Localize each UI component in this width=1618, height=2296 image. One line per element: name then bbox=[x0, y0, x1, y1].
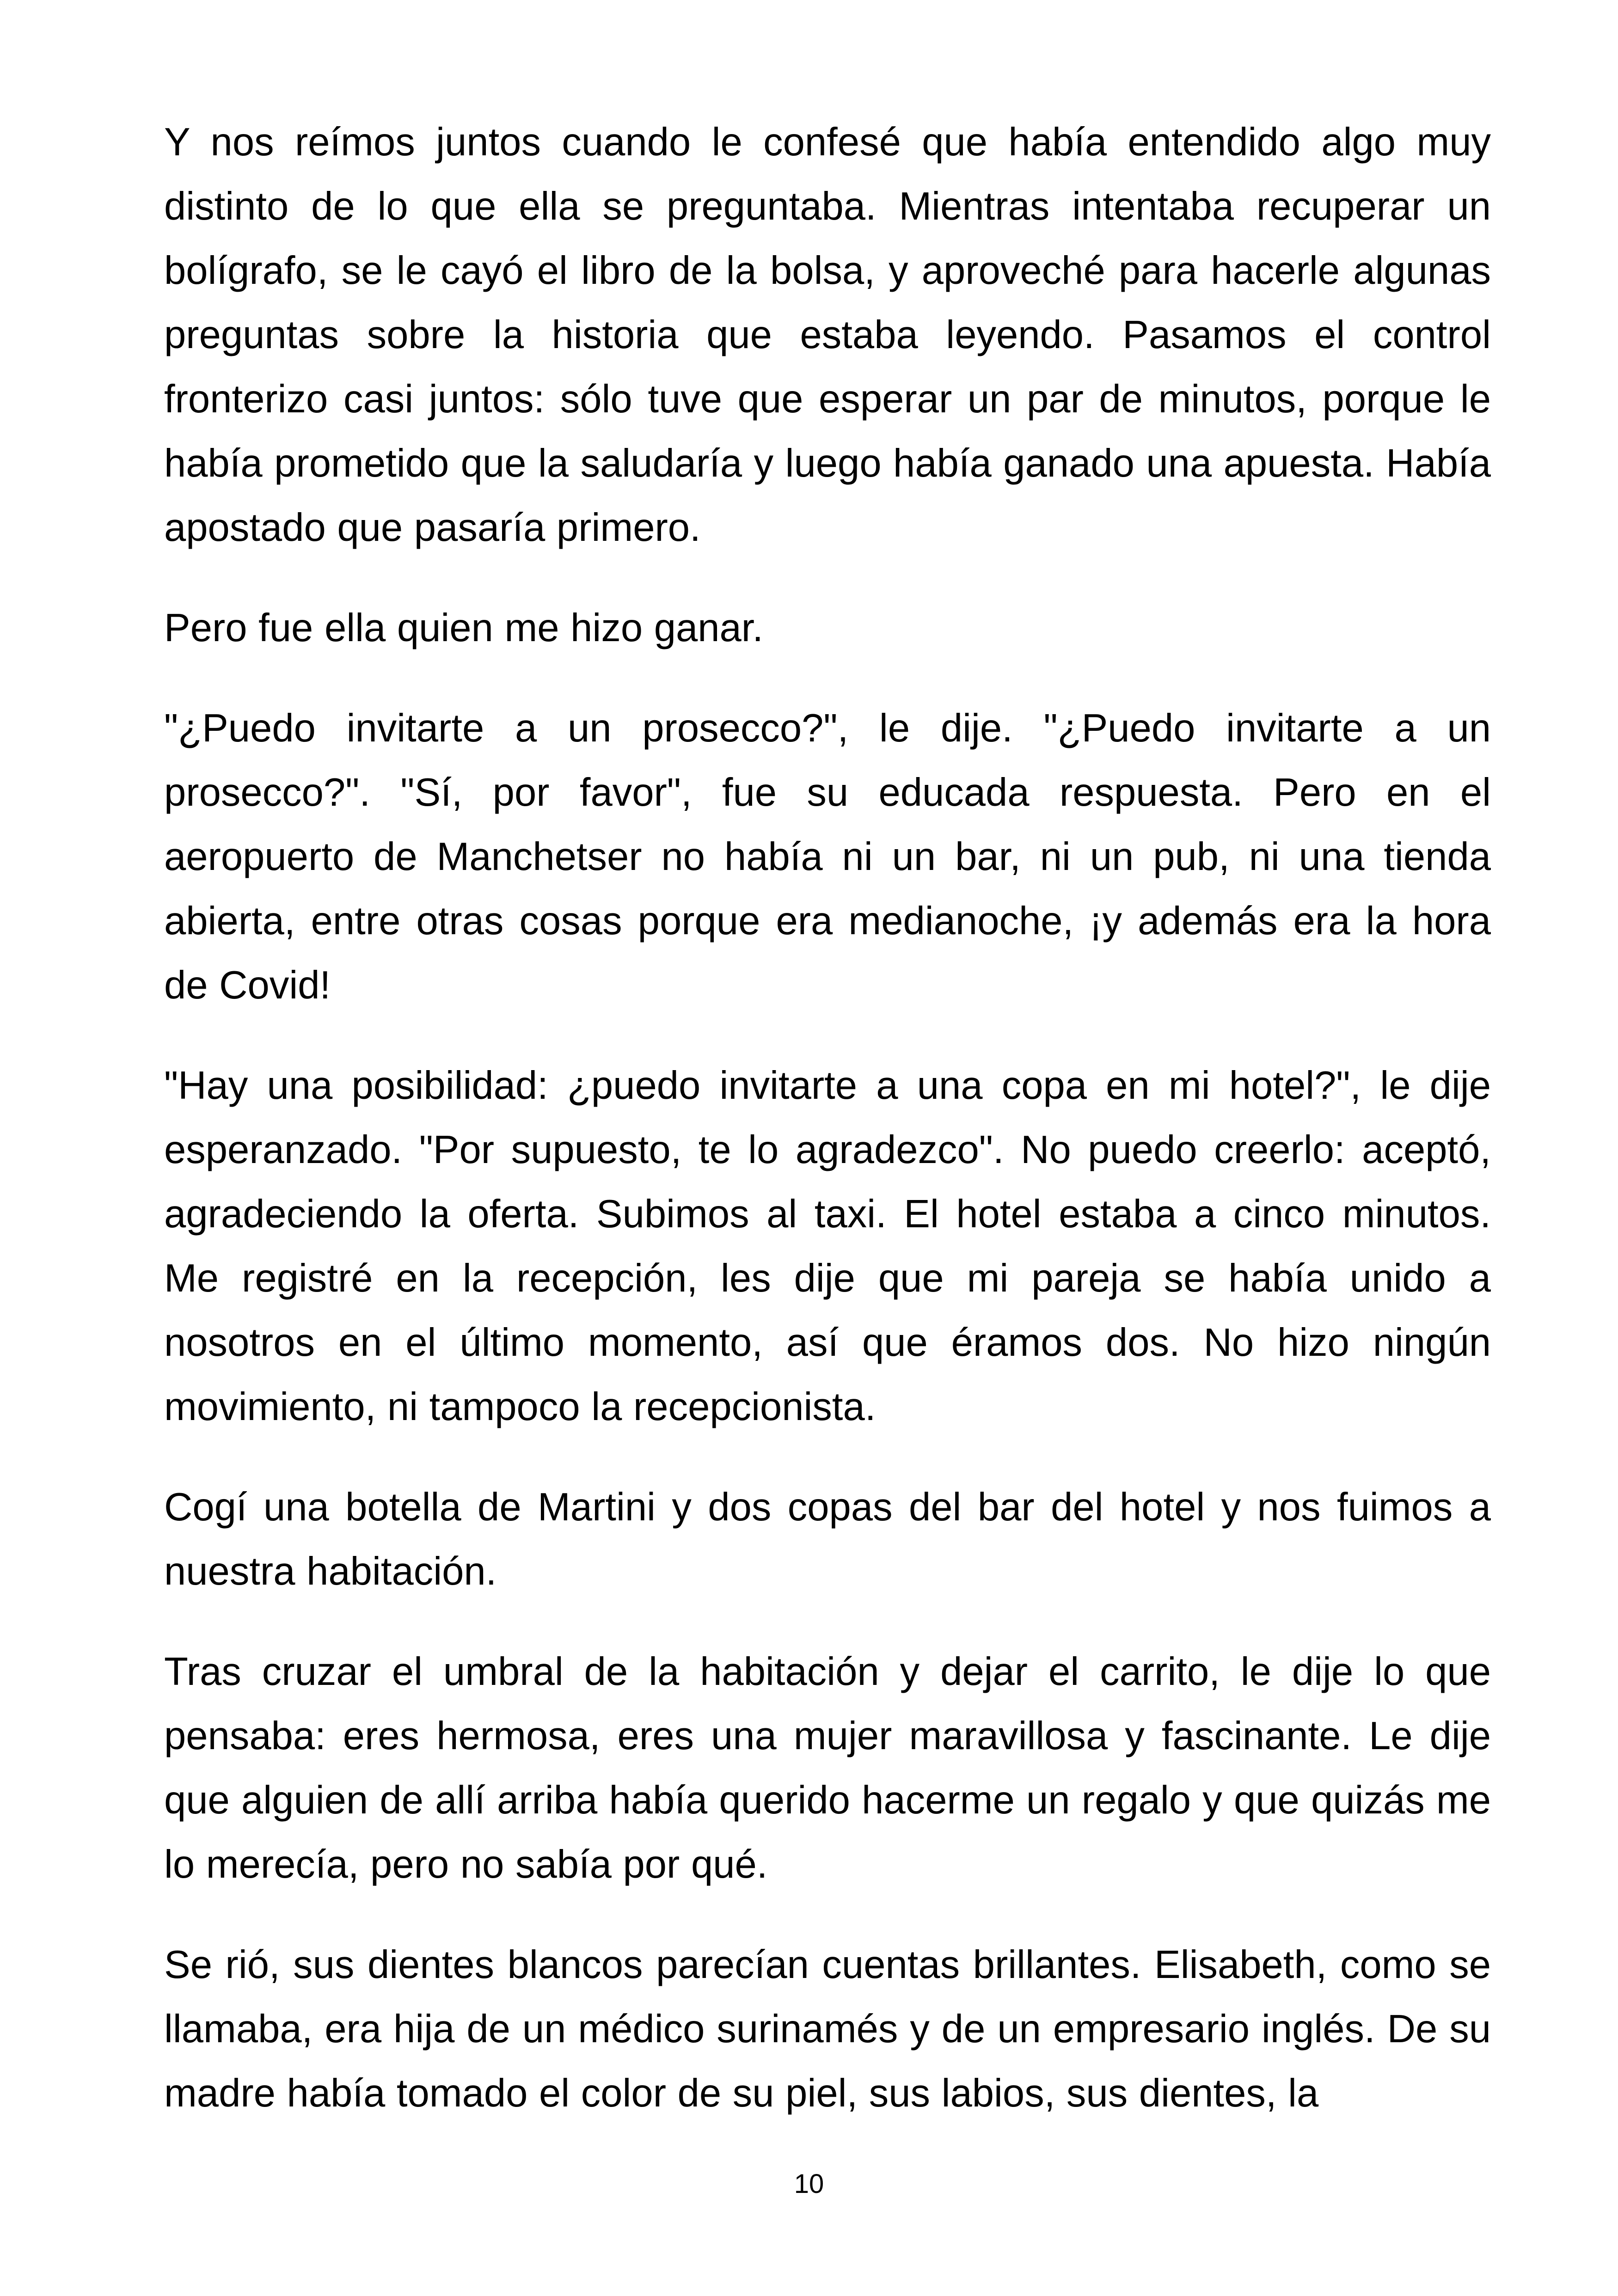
page-number: 10 bbox=[794, 2169, 824, 2199]
paragraph-7: Se rió, sus dientes blancos parecían cuentas brillantes. Elisabeth, como se llamaba, era hija de un médico surinamés y de un empresario inglés. De su madre había tomado el color de su piel, sus labios, sus dientes, la bbox=[164, 1943, 1491, 2115]
paragraph-2: Pero fue ella quien me hizo ganar. bbox=[164, 606, 764, 650]
paragraph-6: Tras cruzar el umbral de la habitación y dejar el carrito, le dije lo que pensaba: eres hermosa, eres una mujer maravillosa y fascinante. Le dije que alguien de allí arriba había querido hacerme un regalo y que quizás me lo merecía, pero no sabía por qué. bbox=[164, 1650, 1491, 1886]
paragraph-1: Y nos reímos juntos cuando le confesé que había entendido algo muy distinto de lo que ella se preguntaba. Mientras intentaba recuperar un bolígrafo, se le cayó el libro de la bolsa, y aproveché para hacerle algunas preguntas sobre la historia que estaba leyendo. Pasamos el control fronterizo casi juntos: sólo tuve que esperar un par de minutos, porque le había prometido que la saludaría y luego había ganado una apuesta. Había apostado que pasaría primero. bbox=[164, 120, 1491, 550]
paragraph-5: Cogí una botella de Martini y dos copas del bar del hotel y nos fuimos a nuestra habitación. bbox=[164, 1485, 1491, 1593]
body-text bbox=[164, 110, 1491, 2125]
paragraph-4: "Hay una posibilidad: ¿puedo invitarte a una copa en mi hotel?", le dije esperanzado. "Por supuesto, te lo agradezco". No puedo creerlo: aceptó, agradeciendo la oferta. Subimos al taxi. El hotel estaba a cinco minutos. Me registré en la recepción, les dije que mi pareja se había unido a nosotros en el último momento, así que éramos dos. No hizo ningún movimiento, ni tampoco la recepcionista. bbox=[164, 1064, 1491, 1429]
paragraph-3: "¿Puedo invitarte a un prosecco?", le dije. "¿Puedo invitarte a un prosecco?". "Sí, por favor", fue su educada respuesta. Pero en el aeropuerto de Manchetser no había ni un bar, ni un pub, ni una tienda abierta, entre otras cosas porque era medianoche, ¡y además era la hora de Covid! bbox=[164, 706, 1491, 1007]
